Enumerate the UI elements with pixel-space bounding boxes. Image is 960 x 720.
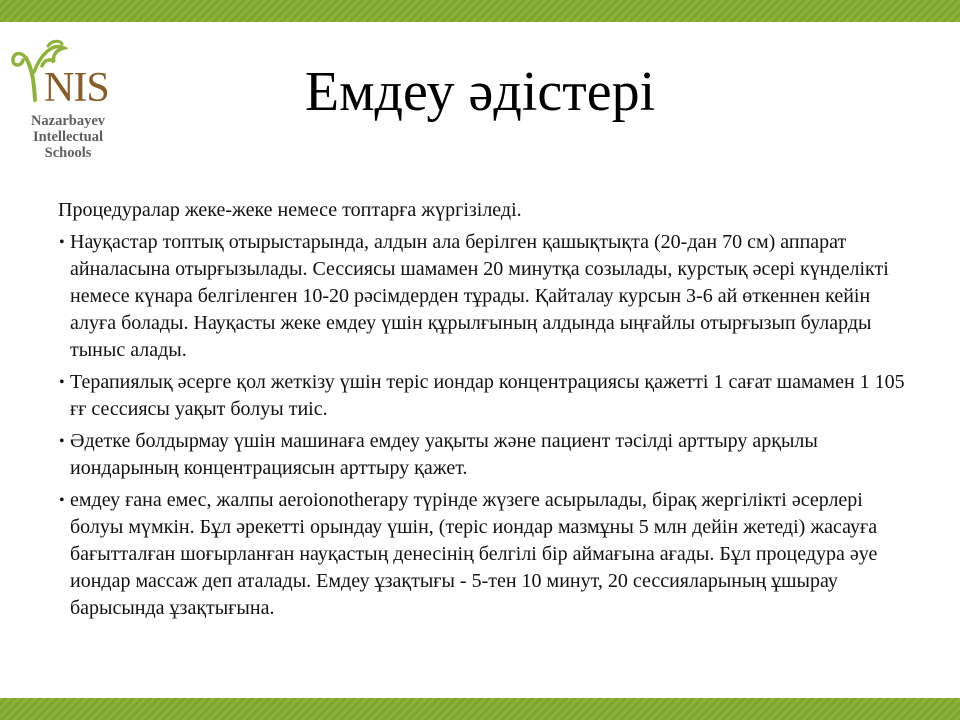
bullet-item (58, 229, 908, 364)
top-decorative-stripe (0, 0, 960, 22)
bullet-icon: • (59, 492, 65, 509)
slide-body (58, 197, 908, 627)
logo-wordmark: NIS (44, 65, 109, 111)
bullet-item (58, 428, 908, 482)
intro-paragraph: Процедуралар жеке-жеке немесе топтарға жүргізіледі. (58, 199, 522, 221)
logo-subtitle-line: Intellectual (32, 129, 104, 145)
bullet-text: Терапиялық әсерге қол жеткізу үшін теріс иондар концентрациясы қажетті 1 сағат шамамен 1 105 ғғ сессиясы уақыт болуы тиіс. (70, 371, 905, 420)
slide-title: Емдеу әдістері (304, 61, 656, 123)
bullet-list (58, 229, 908, 622)
bullet-text: Науқастар топтық отырыстарында, алдын ала берілген қашықтықта (20-дан 70 см) аппарат айналасына отырғызылады. Сессиясы шамамен 20 минутқа созылады, курстық әсері күнделікті немесе күнара белгіленген 10-20 рәсімдерден тұрады. Қайталау курсын 3-6 ай өткеннен кейін алуға болады. Науқасты жеке емдеу үшін құрылғының алдында ыңғайлы отырғызып буларды тыныс алады. (70, 231, 889, 361)
bullet-item (58, 369, 908, 423)
bullet-text: Әдетке болдырмау үшін машинаға емдеу уақыты және пациент тәсілді арттыру арқылы иондарының концентрациясын арттыру қажет. (70, 430, 818, 479)
bullet-icon: • (59, 234, 65, 251)
bullet-item (58, 487, 908, 622)
bottom-decorative-stripe (0, 698, 960, 720)
logo-subtitle-line: Schools (44, 145, 92, 161)
bullet-text: емдеу ғана емес, жалпы aeroionotherapy түрінде жүзеге асырылады, бірақ жергілікті әсерлері болуы мүмкін. Бұл әрекетті орындау үшін, (теріс иондар мазмұны 5 млн дейін жетеді) жасауға бағытталған шоғырланған науқастың денесінің белгілі бір аймағына ағады. Бұл процедура әуе иондар массаж деп аталады. Емдеу ұзақтығы - 5-тен 10 минут, 20 сессияларының ұшырау барысында ұзақтығына. (70, 489, 878, 619)
bullet-icon: • (59, 374, 65, 391)
logo-subtitle-line: Nazarbayev (30, 113, 106, 129)
bullet-icon: • (59, 433, 65, 450)
